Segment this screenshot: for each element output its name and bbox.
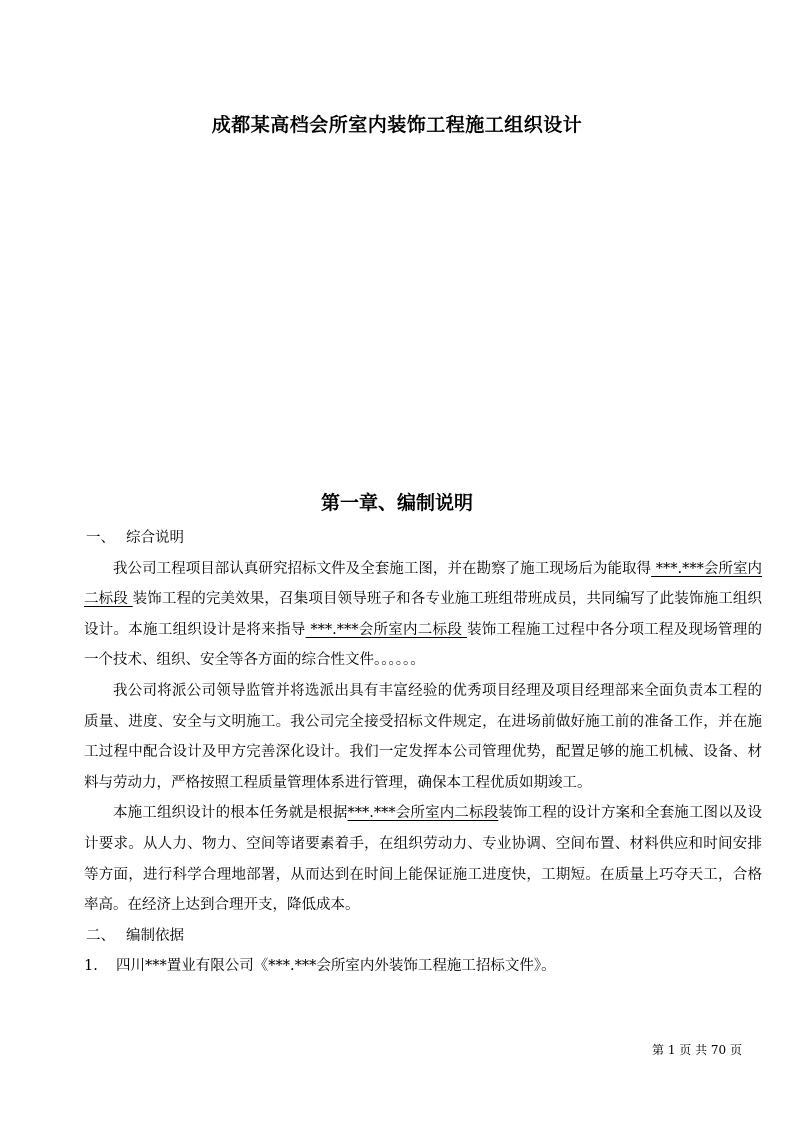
list-item-text: 四川***置业有限公司《***.***会所室内外装饰工程施工招标文件》。: [116, 958, 556, 975]
underlined-project-name: ***.***会所室内二标段: [305, 621, 467, 638]
body-text: [84, 523, 762, 982]
paragraph: 我公司将派公司领导监管并将选派出具有丰富经验的优秀项目经理及项目经理部来全面负责本工程的质量、进度、安全与文明施工。我公司完全接受招标文件规定，在进场前做好施工前的准备工作，并在施工过程中配合设计及甲方完善深化设计。我们一定发挥本公司管理优势，配置足够的施工机械、设备、材料与劳动力，严格按照工程质量管理体系进行管理，确保本工程优质如期竣工。: [84, 682, 762, 791]
list-item: [84, 951, 762, 982]
paragraph-text: 本施工组织设计的根本任务就是根据: [113, 805, 348, 822]
paragraph: [84, 554, 762, 676]
section-heading: [84, 921, 762, 952]
section-number: 一、: [86, 530, 115, 546]
paragraph-text: 装饰工程施工过程中各分项工程及现场管理的一个技术、组织、安全等各方面的综合性文件。。。。。。: [84, 621, 763, 669]
document-title: 成都某高档会所室内装饰工程施工组织设计: [211, 114, 583, 136]
chapter-title: 第一章、编制说明: [320, 492, 473, 514]
paragraph-text: 装饰工程的设计方案和全套施工图以及设计要求。从人力、物力、空间等诸要素着手，在组织劳动力、专业协调、空间布置、材料供应和时间安排等方面，进行科学合理地部署，从而达到在时间上能保证施工进度快，工期短。在质量上巧夺天工，合格率高。在经济上达到合理开支，降低成本。: [84, 805, 763, 914]
section-label: 综合说明: [126, 530, 184, 546]
page-number: 第 1 页 共 70 页: [652, 1043, 742, 1057]
section-heading: [84, 523, 762, 554]
paragraph-text: 我公司工程项目部认真研究招标文件及全套施工图，并在勘察了施工现场后为能取得: [113, 560, 652, 577]
underlined-project-name: ***.***会所室内二标段: [347, 805, 499, 822]
section-label: 编制依据: [126, 927, 184, 944]
paragraph: [84, 798, 762, 920]
underlined-project-name: ***.***会所室内二标段: [84, 560, 763, 608]
section-number: 二、: [86, 927, 115, 944]
paragraph-text: 装饰工程的完美效果，召集项目领导班子和各专业施工班组带班成员，共同编写了此装饰施工组织设计。本施工组织设计是将来指导: [84, 591, 763, 638]
list-item-number: 1.: [84, 958, 98, 975]
